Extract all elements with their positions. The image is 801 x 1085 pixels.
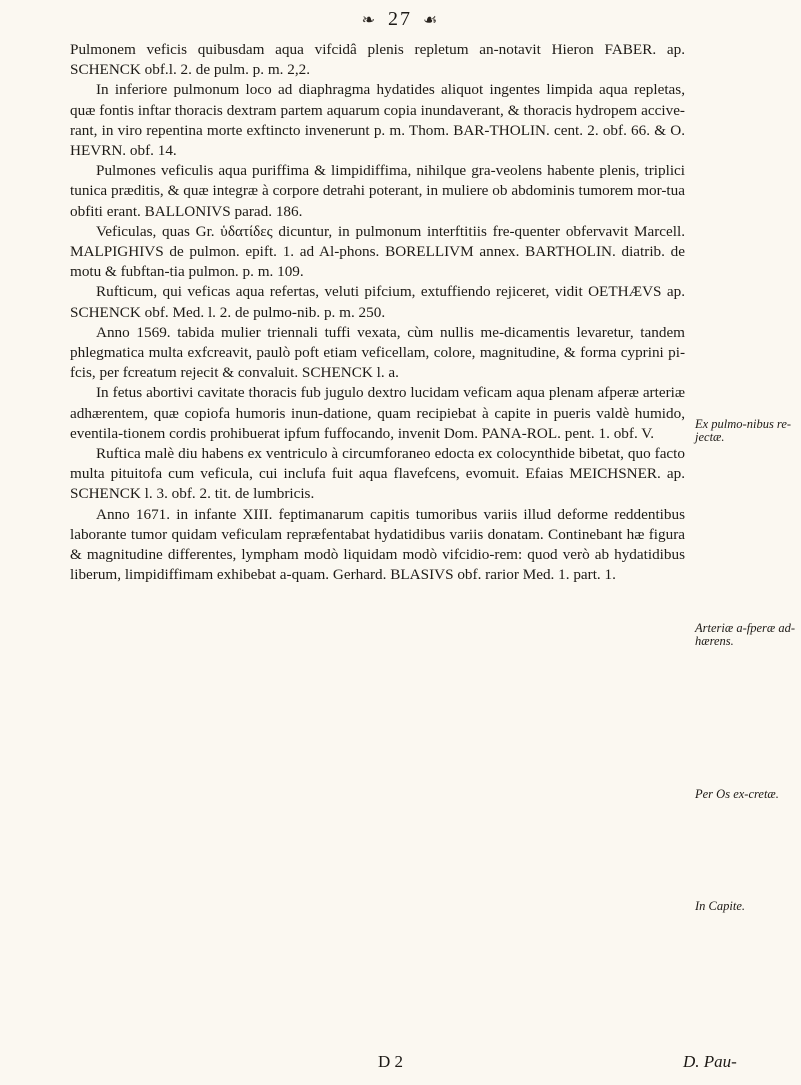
right-ornament-icon: ☙ (423, 12, 440, 29)
margin-note-ex-pulmonibus: Ex pulmo-nibus re-jectæ. (695, 417, 792, 444)
margin-note-per-os: Per Os ex-cretæ. (695, 787, 779, 801)
catchword: D. Pau- (683, 1052, 737, 1071)
main-text (70, 40, 685, 585)
paragraph: In fetus abortivi cavitate thoracis fub jugulo dextro lucidam veficam aqua plenam afperæ arteriæ adhærentem, quæ copiofa humoris inun-datione, quam recipiebat à capite in pueris valdè humido, eventila-tionem cordis prohibuerat ipfum fuffocando, invenit Dom. PANA-ROL. pent. 1. obf. V. (70, 384, 685, 442)
paragraph: Anno 1569. tabida mulier triennali tuffi vexata, cùm nullis me-dicamentis levaretur, tandem phlegmatica multa exfcreavit, paulò poft etiam veficellam, colore, magnitudine, & forma cyprini pi-fcis, per fcreatum rejecit & convaluit. SCHENCK l. a. (70, 323, 685, 382)
paragraph: Pulmonem veficis quibusdam aqua vifcidâ plenis repletum an-notavit Hieron FABER. ap. SCHENCK obf.l. 2. de pulm. p. m. 2,2. (70, 41, 685, 79)
page-header (0, 8, 801, 31)
paragraph: Anno 1671. in infante XIII. feptimanarum capitis tumoribus variis illud deforme reddentibus laborante tumor quidam veficulam repræfentabat hydatidibus variis donatam. Continebant hæ figura & magnitudine differentes, lympham modò liquidam modò vifcidio-rem: quod verò ab hydatidibus liberum, limpidiffimam exhibebat a-quam. Gerhard. BLASIVS obf. rarior Med. 1. part. 1. (70, 505, 685, 584)
paragraph: Rufticum, qui veficas aqua refertas, veluti pifcium, extuffiendo rejiceret, vidit OETHÆVS ap. SCHENCK obf. Med. l. 2. de pulmo-nib. p. m. 250. (70, 283, 685, 321)
paragraph: Veficulas, quas Gr. ὑδατίδες dicuntur, in pulmonum interftitiis fre-quenter obfervavit Marcell. MALPIGHIVS de pulmon. epift. 1. ad Al-phons. BORELLIVM annex. BARTHOLIN. diatrib. de motu & fubftan-tia pulmon. p. m. 109. (70, 222, 685, 281)
page-number: 27 (388, 8, 413, 30)
paragraph: Pulmones veficulis aqua puriffima & limpidiffima, nihilque gra-veolens habente plenis, triplici tunica præditis, & quæ integræ à corpore detrahi poterant, in muliere ob abdominis tumorem mor-tua obfiti erant. BALLONIVS parad. 186. (70, 162, 685, 220)
paragraph: In inferiore pulmonum loco ad diaphragma hydatides aliquot ingentes limpida aqua repletas, quæ fontis inftar thoracis dextram partem aquarum copia inundaverant, & thoracis hydropem accive-rant, in viro repentina morte exftincto invenerunt p. m. Thom. BAR-THOLIN. cent. 2. obf. 66. & O. HEVRN. obf. 14. (70, 81, 685, 160)
left-ornament-icon: ❧ (361, 12, 378, 29)
margin-note-arteriae: Arteriæ a-fperæ ad-hærens. (695, 621, 795, 648)
margin-note-in-capite: In Capite. (695, 899, 745, 913)
paragraph: Ruftica malè diu habens ex ventriculo à circumforaneo edocta ex colocynthide bibetat, quo facto multa pituitofa cum veficula, cui inclufa fuit aqua flavefcens, evomuit. Efaias MEICHSNER. ap. SCHENCK l. 3. obf. 2. tit. de lumbricis. (70, 445, 685, 503)
signature-mark: D 2 (378, 1052, 404, 1071)
